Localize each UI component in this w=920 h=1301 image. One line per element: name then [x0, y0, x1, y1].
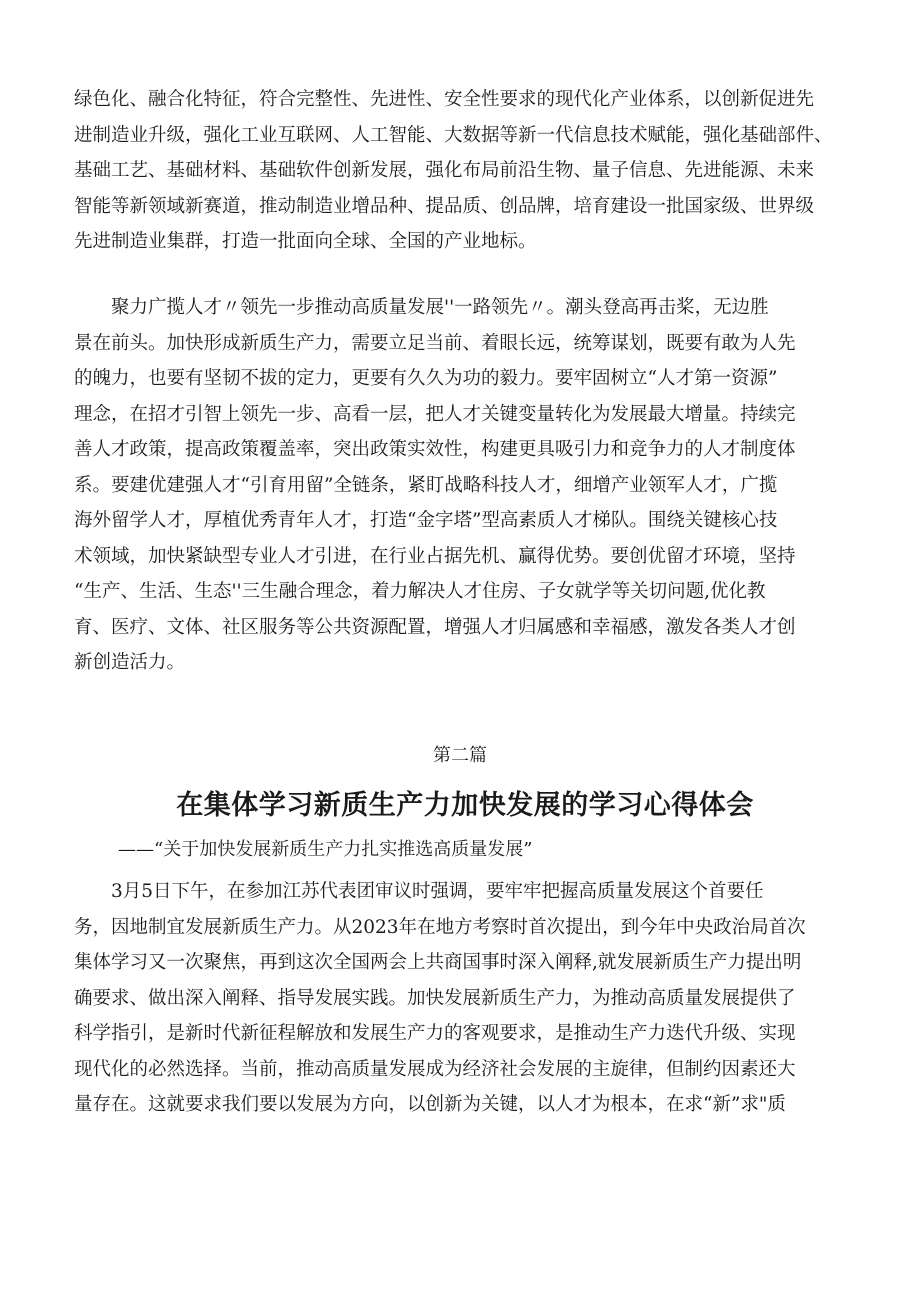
text-line: 善人才政策，提高政策覆盖率，突出政策实效性，构建更具吸引力和竞争力的人才制度体: [74, 439, 796, 460]
text-line: 育、医疗、文体、社区服务等公共资源配置，增强人才归属感和幸福感，激发各类人才创: [74, 616, 796, 638]
paragraph-intro: [74, 874, 864, 1123]
text-line: 海外留学人才，厚植优秀青年人才，打造“金字塔”型高素质人才梯队。围绕关键核心技: [74, 510, 778, 531]
section-label: 第二篇: [433, 745, 487, 766]
text-line: 基础工艺、基础材料、基础软件创新发展，强化布局前沿生物、量子信息、先进能源、未来: [74, 160, 815, 181]
paragraph-industry-system: [74, 82, 864, 260]
text-line: 新创造活力。: [74, 652, 186, 673]
text-line: 景在前头。加快形成新质生产力，需要立足当前、着眼长远，统筹谋划，既要有敢为人先: [74, 332, 796, 354]
text-line: 先进制造业集群，打造一批面向全球、全国的产业地标。: [74, 231, 537, 252]
text-line: 绿色化、融合化特征，符合完整性、先进性、安全性要求的现代化产业体系，以创新促进先: [74, 89, 815, 110]
text-line: 聚力广揽人才〃领先一步推动高质量发展''一路领先〃。潮头登高再击桨，无边胜: [74, 297, 769, 318]
text-line: 务，因地制宜发展新质生产力。从2023年在地方考察时首次提出，到今年中央政治局首次: [74, 916, 806, 938]
text-line: 智能等新领域新赛道，推动制造业增品种、提品质、创品牌，培育建设一批国家级、世界级: [74, 195, 815, 217]
text-line: 确要求、做出深入阐释、指导发展实践。加快发展新质生产力，为推动高质量发展提供了: [74, 987, 796, 1009]
text-line: 术领域，加快紧缺型专业人才引进，在行业占据先机、赢得优势。要创优留才环境，坚持: [74, 545, 796, 567]
text-line: 现代化的必然选择。当前，推动高质量发展成为经济社会发展的主旋律，但制约因素还大: [74, 1058, 796, 1080]
text-line: 集体学习又一次聚焦，再到这次全国两会上共商国事时深入阐释,就发展新质生产力提出明: [74, 952, 802, 973]
text-line: 科学指引，是新时代新征程解放和发展生产力的客观要求，是推动生产力迭代升级、实现: [74, 1023, 796, 1044]
text-line: 量存在。这就要求我们要以发展为方向，以创新为关键，以人才为根本，在求“新”求"质: [74, 1094, 786, 1115]
text-line: 理念，在招才引智上领先一步、高看一层，把人才关键变量转化为发展最大增量。持续完: [74, 403, 796, 425]
page-title: 在集体学习新质生产力加快发展的学习心得体会: [176, 790, 754, 821]
subtitle: ——“关于加快发展新质生产力扎实推选高质量发展”: [118, 839, 533, 860]
text-line: 系。要建优建强人才“引育用留”全链条，紧盯战略科技人才，细增产业领军人才，广揽: [74, 474, 778, 496]
paragraph-talent: [74, 290, 864, 681]
text-line: 的魄力，也要有坚韧不拔的定力，更要有久久为功的毅力。要牢固树立“人才第一资源”: [74, 368, 778, 389]
text-line: 进制造业升级，强化工业互联网、人工智能、大数据等新一代信息技术赋能，强化基础部件、: [74, 124, 833, 146]
text-line: 3月5日下午，在参加江苏代表团审议时强调，要牢牢把握高质量发展这个首要任: [74, 881, 764, 902]
text-line: “生产、生活、生态''三生融合理念，着力解决人才住房、子女就学等关切问题,优化教: [74, 581, 766, 602]
